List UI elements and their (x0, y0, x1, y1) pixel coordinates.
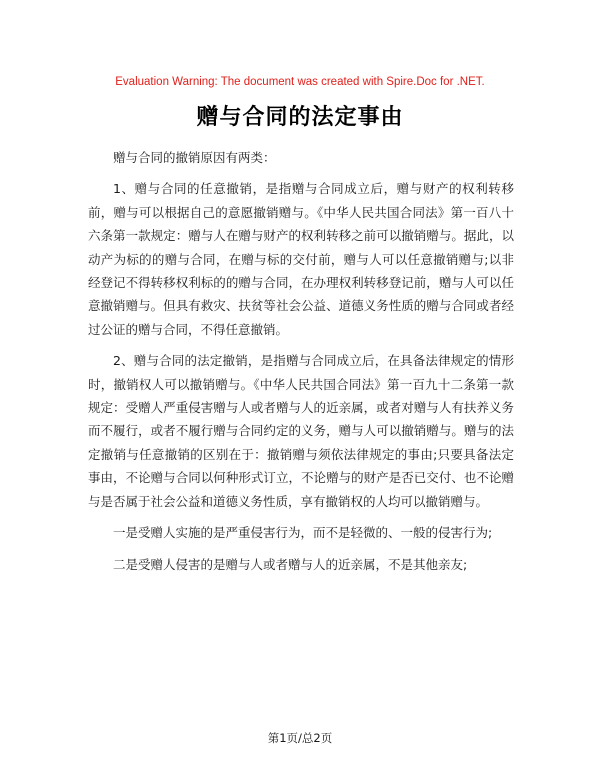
evaluation-warning: Evaluation Warning: The document was created with Spire.Doc for .NET. (115, 76, 485, 88)
page-footer: 第1页/总2页 (267, 731, 333, 745)
paragraph-arbitrary-revocation: 1、赠与合同的任意撤销，是指赠与合同成立后，赠与财产的权利转移前，赠与可以根据自己的意愿撤销赠与。《中华人民共国合同法》第一百八十六条第一款规定：赠与人在赠与财产的权利转移之前可以撤销赠与。据此，以动产为标的的赠与合同，在赠与标的交付前，赠与人可以任意撤销赠与;以非经登记不得转移权利标的的赠与合同，在办理权利转移登记前，赠与人可以任意撤销赠与。但具有救灾、扶贫等社会公益、道德义务性质的赠与合同或者经过公证的赠与合同，不得任意撤销。 (88, 181, 514, 337)
document-body (88, 146, 514, 576)
paragraph-point-two: 二是受赠人侵害的是赠与人或者赠与人的近亲属，不是其他亲友; (113, 556, 468, 572)
paragraph-point-one: 一是受赠人实施的是严重侵害行为，而不是轻微的、一般的侵害行为; (113, 525, 493, 541)
paragraph-statutory-revocation: 2、赠与合同的法定撤销，是指赠与合同成立后，在具备法律规定的情形时，撤销权人可以撤销赠与。《中华人民共国合同法》第一百九十二条第一款规定：受赠人严重侵害赠与人或者赠与人的近亲属，或者对赠与人有扶养义务而不履行，或者不履行赠与合同约定的义务，赠与人可以撤销赠与。赠与的法定撤销与任意撤销的区别在于：撤销赠与须依法律规定的事由;只要具备法定事由，不论赠与合同以何种形式订立，不论赠与的财产是否已交付、也不论赠与是否属于社会公益和道德义务性质，享有撤销权的人均可以撤销赠与。 (88, 353, 514, 509)
document-title: 赠与合同的法定事由 (196, 105, 404, 130)
paragraph-intro: 赠与合同的撤销原因有两类： (113, 150, 276, 165)
